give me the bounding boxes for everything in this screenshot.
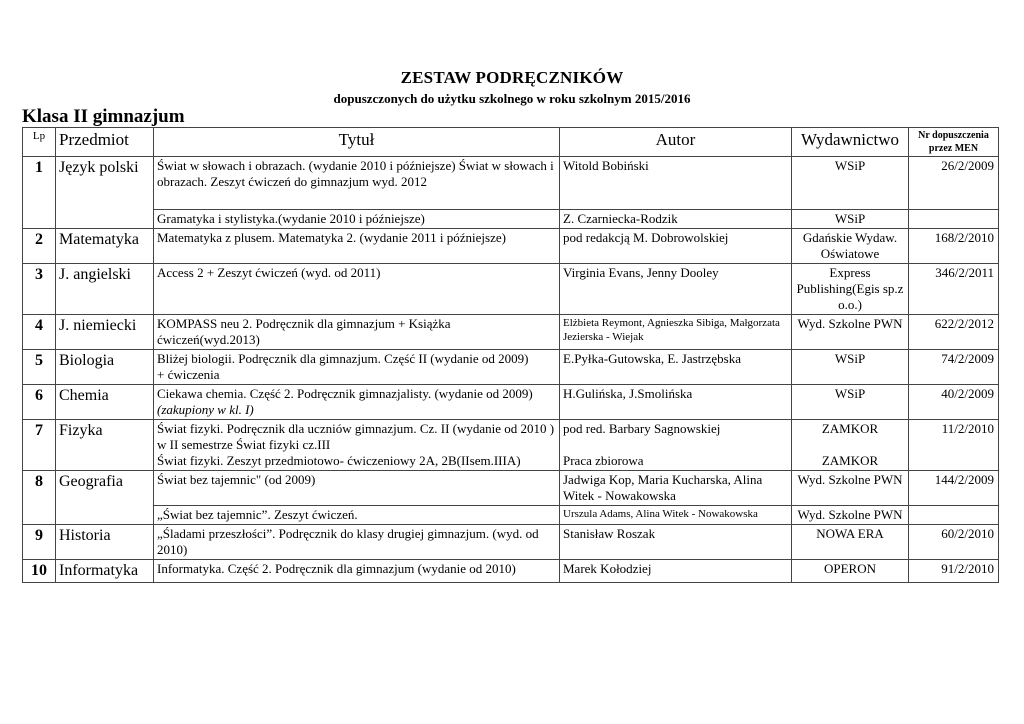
table-row: [23, 471, 999, 506]
row-title: Access 2 + Zeszyt ćwiczeń (wyd. od 2011): [154, 264, 560, 315]
row-publisher: Express Publishing(Egis sp.z o.o.): [792, 264, 909, 315]
table-subrow: [23, 210, 999, 229]
row-author: H.Gulińska, J.Smolińska: [560, 385, 792, 420]
row-title-extra: + ćwiczenia: [157, 367, 220, 382]
col-header-lp: Lp: [23, 128, 56, 157]
row-title: [154, 420, 560, 471]
row-title: Matematyka z plusem. Matematyka 2. (wydanie 2011 i późniejsze): [154, 229, 560, 264]
header-row: [23, 128, 999, 157]
row-lp: 4: [23, 315, 56, 350]
row-title-note: (zakupiony w kl. I): [157, 402, 254, 417]
row-author: Marek Kołodziej: [560, 560, 792, 583]
table-row: [23, 560, 999, 583]
row-publisher: WSiP: [792, 210, 909, 229]
row-author: Z. Czarniecka-Rodzik: [560, 210, 792, 229]
row-title: [154, 385, 560, 420]
row-publisher: WSiP: [792, 350, 909, 385]
row-subject: Geografia: [56, 471, 154, 525]
row-subject: J. niemiecki: [56, 315, 154, 350]
row-publisher: WSiP: [792, 385, 909, 420]
row-author-extra: Praca zbiorowa: [563, 453, 644, 468]
col-header-number: Nr dopuszczenia przez MEN: [909, 128, 999, 157]
col-header-subject: Przedmiot: [56, 128, 154, 157]
row-number: 622/2/2012: [909, 315, 999, 350]
table-row: [23, 315, 999, 350]
row-number: [909, 506, 999, 525]
row-lp: 1: [23, 157, 56, 229]
table-row: [23, 420, 999, 471]
row-title: „Śladami przeszłości”. Podręcznik do klasy drugiej gimnazjum. (wyd. od 2010): [154, 525, 560, 560]
row-subject: Matematyka: [56, 229, 154, 264]
row-number: 91/2/2010: [909, 560, 999, 583]
row-title-extra: Świat fizyki. Zeszyt przedmiotowo- ćwiczeniowy 2A, 2B(IIsem.IIIA): [157, 453, 521, 468]
row-publisher: Wyd. Szkolne PWN: [792, 506, 909, 525]
textbook-table: [22, 127, 999, 583]
row-subject: Język polski: [56, 157, 154, 229]
row-number: 11/2/2010: [909, 420, 999, 471]
row-lp: 6: [23, 385, 56, 420]
row-publisher: WSiP: [792, 157, 909, 210]
row-title: Świat bez tajemnic" (od 2009): [154, 471, 560, 506]
table-row: [23, 264, 999, 315]
col-header-author: Autor: [560, 128, 792, 157]
row-author: Elżbieta Reymont, Agnieszka Sibiga, Małgorzata Jezierska - Wiejak: [560, 315, 792, 350]
row-author-main: pod red. Barbary Sagnowskiej: [563, 421, 721, 436]
row-publisher: [792, 420, 909, 471]
row-subject: Biologia: [56, 350, 154, 385]
row-number: 168/2/2010: [909, 229, 999, 264]
table-row: [23, 157, 999, 210]
row-subject: J. angielski: [56, 264, 154, 315]
row-subject: Historia: [56, 525, 154, 560]
row-title: Informatyka. Część 2. Podręcznik dla gimnazjum (wydanie od 2010): [154, 560, 560, 583]
row-title: [154, 350, 560, 385]
row-author: Witold Bobiński: [560, 157, 792, 210]
table-row: [23, 385, 999, 420]
row-publisher-main: ZAMKOR: [821, 421, 879, 436]
document-subtitle: dopuszczonych do użytku szkolnego w roku szkolnym 2015/2016: [333, 91, 691, 106]
row-title-main: Bliżej biologii. Podręcznik dla gimnazjum. Część II (wydanie od 2009): [157, 351, 529, 366]
row-number: 346/2/2011: [909, 264, 999, 315]
row-author: E.Pyłka-Gutowska, E. Jastrzębska: [560, 350, 792, 385]
row-publisher-extra: ZAMKOR: [821, 453, 879, 468]
row-lp: 3: [23, 264, 56, 315]
row-lp: 10: [23, 560, 56, 583]
row-lp: 9: [23, 525, 56, 560]
row-title: Gramatyka i stylistyka.(wydanie 2010 i późniejsze): [154, 210, 560, 229]
row-publisher: Gdańskie Wydaw. Oświatowe: [792, 229, 909, 264]
row-author: Jadwiga Kop, Maria Kucharska, Alina Witek - Nowakowska: [560, 471, 792, 506]
row-number: [909, 210, 999, 229]
row-subject: Informatyka: [56, 560, 154, 583]
row-publisher: NOWA ERA: [792, 525, 909, 560]
table-row: [23, 229, 999, 264]
row-lp: 7: [23, 420, 56, 471]
row-publisher: OPERON: [792, 560, 909, 583]
row-author: Stanisław Roszak: [560, 525, 792, 560]
row-title: Świat w słowach i obrazach. (wydanie 2010 i późniejsze) Świat w słowach i obrazach. Zeszyt ćwiczeń do gimnazjum wyd. 2012: [154, 157, 560, 210]
row-subject: Fizyka: [56, 420, 154, 471]
table-row: [23, 525, 999, 560]
table-subrow: [23, 506, 999, 525]
row-publisher: Wyd. Szkolne PWN: [792, 471, 909, 506]
row-author: Urszula Adams, Alina Witek - Nowakowska: [560, 506, 792, 525]
row-number: 40/2/2009: [909, 385, 999, 420]
row-title: KOMPASS neu 2. Podręcznik dla gimnazjum + Książka ćwiczeń(wyd.2013): [154, 315, 560, 350]
row-title: „Świat bez tajemnic”. Zeszyt ćwiczeń.: [154, 506, 560, 525]
col-header-publisher: Wydawnictwo: [792, 128, 909, 157]
row-number: 144/2/2009: [909, 471, 999, 506]
col-header-title: Tytuł: [154, 128, 560, 157]
row-author: Virginia Evans, Jenny Dooley: [560, 264, 792, 315]
row-publisher: Wyd. Szkolne PWN: [792, 315, 909, 350]
document-title: ZESTAW PODRĘCZNIKÓW: [400, 68, 624, 87]
row-lp: 5: [23, 350, 56, 385]
row-subject: Chemia: [56, 385, 154, 420]
class-heading: Klasa II gimnazjum: [22, 106, 185, 127]
row-lp: 8: [23, 471, 56, 525]
row-title-main: Świat fizyki. Podręcznik dla uczniów gimnazjum. Cz. II (wydanie od 2010 ) w II semestrze Świat fizyki cz.III: [157, 421, 555, 452]
row-number: 74/2/2009: [909, 350, 999, 385]
row-author: pod redakcją M. Dobrowolskiej: [560, 229, 792, 264]
table-row: [23, 350, 999, 385]
row-author: [560, 420, 792, 471]
row-number: 26/2/2009: [909, 157, 999, 210]
row-lp: 2: [23, 229, 56, 264]
row-number: 60/2/2010: [909, 525, 999, 560]
row-title-main: Ciekawa chemia. Część 2. Podręcznik gimnazjalisty. (wydanie od 2009): [157, 386, 533, 401]
